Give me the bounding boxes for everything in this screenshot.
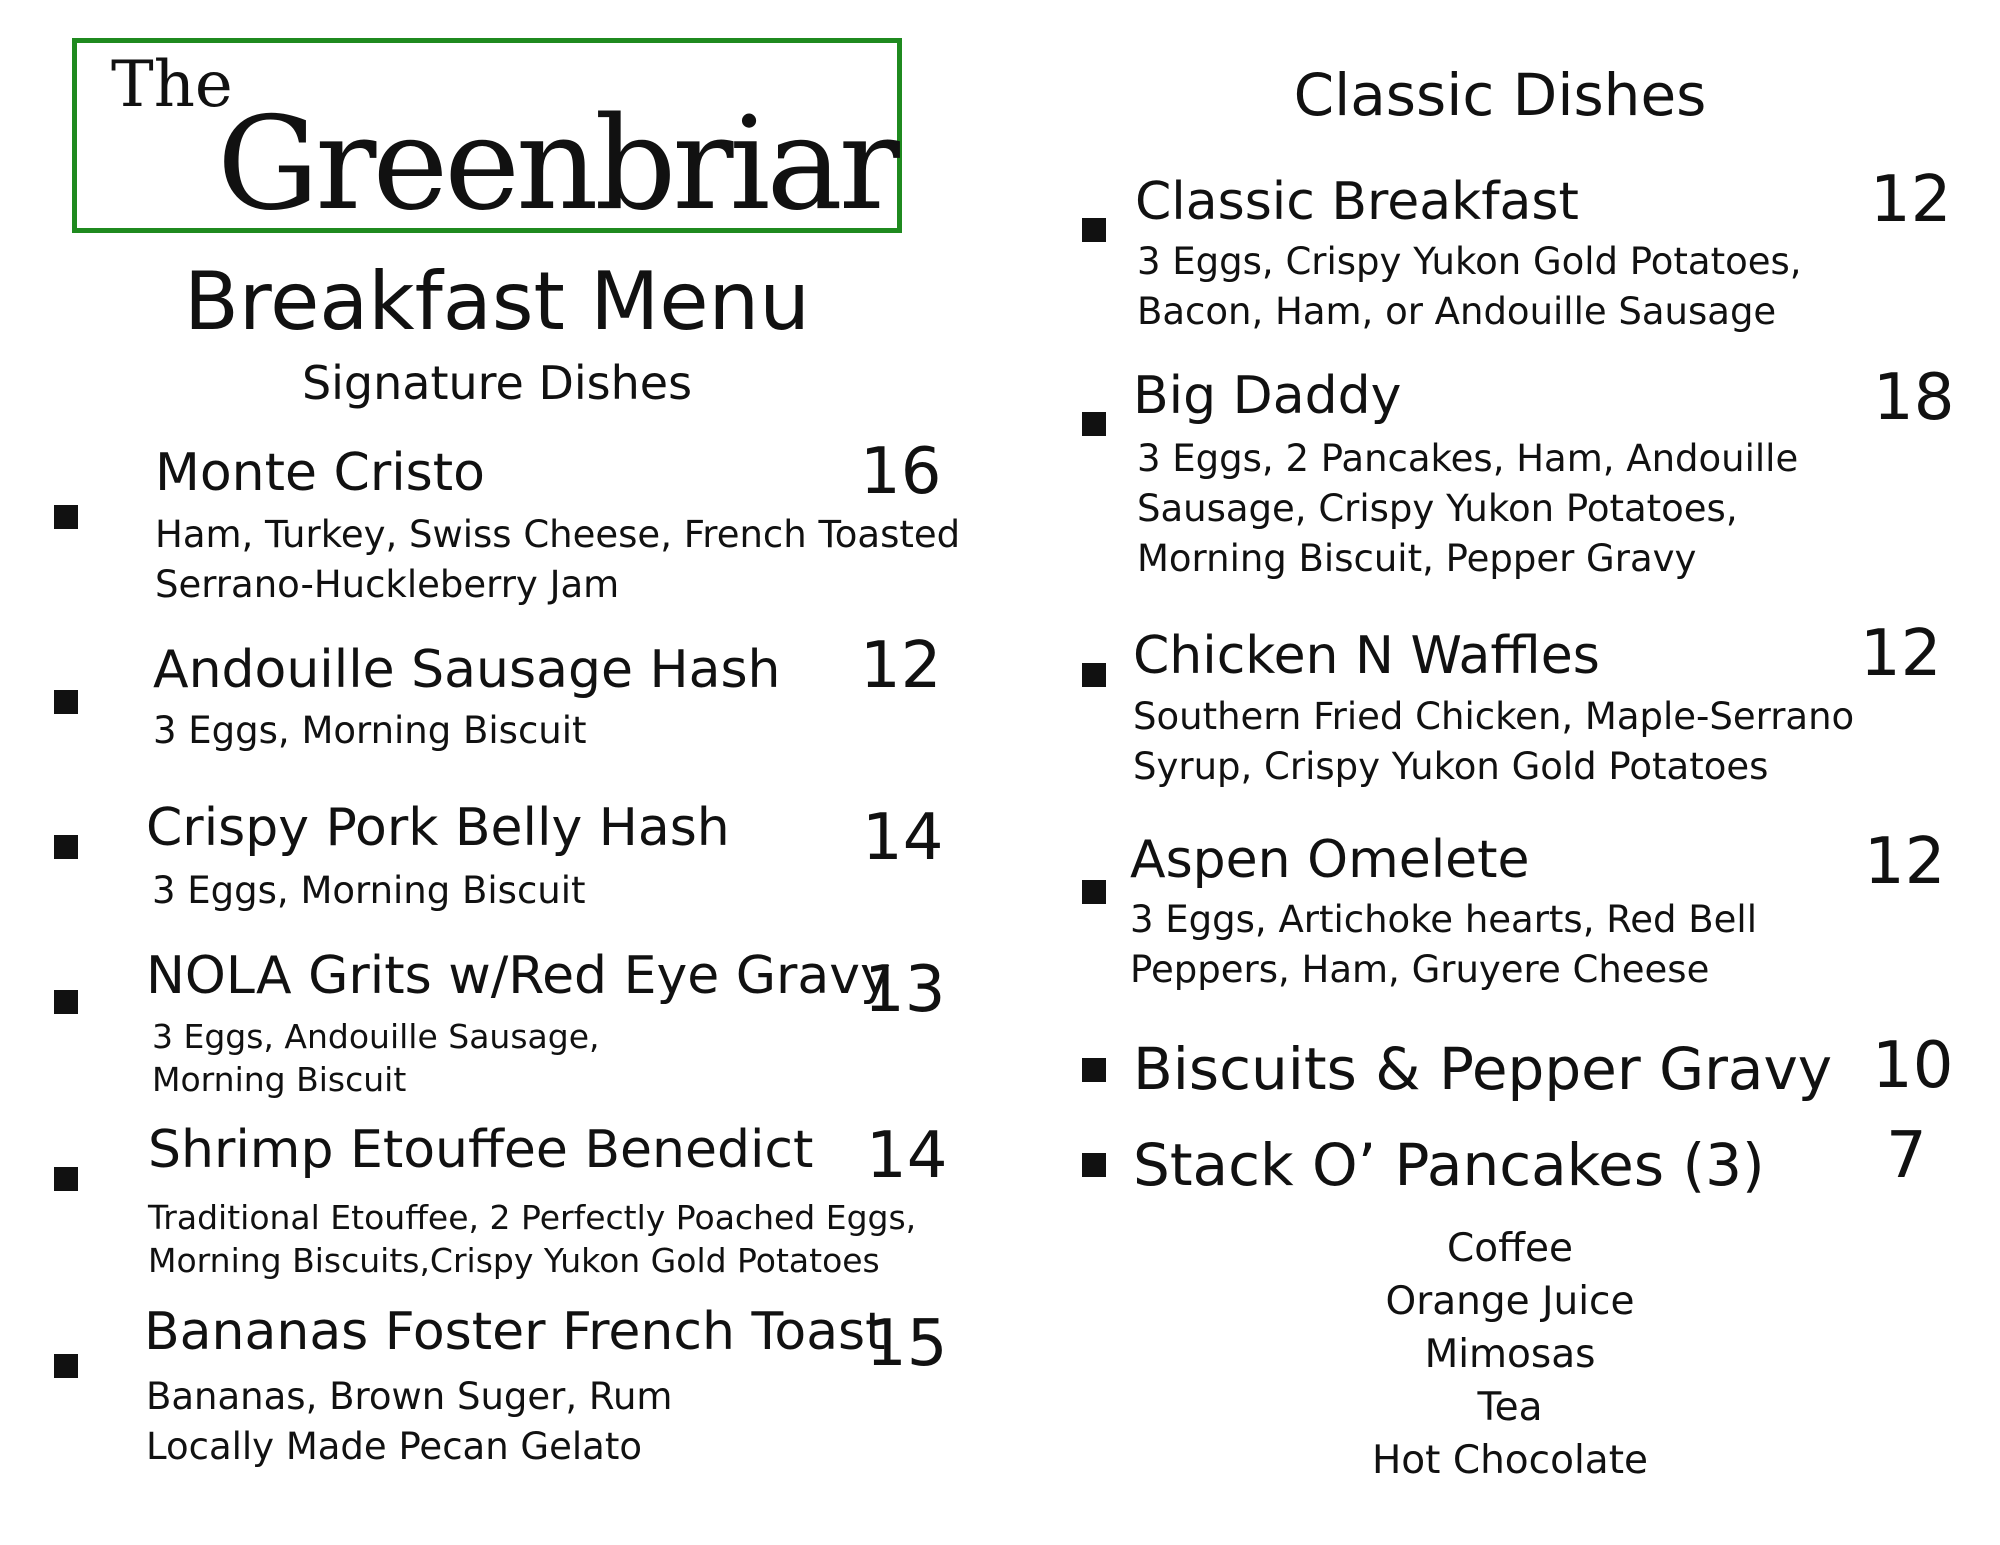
drink-item: Orange Juice xyxy=(1385,1279,1635,1324)
item-description: 3 Eggs, Morning Biscuit xyxy=(152,869,586,912)
bullet-icon xyxy=(54,835,78,859)
drink-item: Mimosas xyxy=(1424,1332,1596,1377)
item-description: Traditional Etouffee, 2 Perfectly Poached Eggs, Morning Biscuits,Crispy Yukon Gold Potatoes xyxy=(148,1198,917,1280)
item-description: 3 Eggs, Artichoke hearts, Red Bell Peppers, Ham, Gruyere Cheese xyxy=(1130,898,1757,991)
logo-name: Greenbriar xyxy=(217,90,896,239)
item-description: 3 Eggs, 2 Pancakes, Ham, Andouille Sausage, Crispy Yukon Potatoes, Morning Biscuit, Pepper Gravy xyxy=(1137,437,1799,580)
item-name: Biscuits & Pepper Gravy xyxy=(1133,1035,1833,1103)
bullet-icon xyxy=(54,990,78,1014)
bullet-icon xyxy=(1082,412,1106,436)
item-name: Stack O’ Pancakes (3) xyxy=(1133,1131,1765,1199)
drinks-list xyxy=(1260,1222,1760,1487)
logo xyxy=(72,38,902,239)
item-description: Bananas, Brown Suger, Rum Locally Made Pecan Gelato xyxy=(146,1375,673,1468)
item-price: 14 xyxy=(866,1119,948,1193)
item-description: Ham, Turkey, Swiss Cheese, French Toasted Serrano-Huckleberry Jam xyxy=(155,513,961,606)
item-price: 14 xyxy=(862,801,944,875)
bullet-icon xyxy=(54,505,78,529)
item-price: 12 xyxy=(1870,163,1952,237)
bullet-icon xyxy=(1082,1058,1106,1082)
item-description: Southern Fried Chicken, Maple-Serrano Syrup, Crispy Yukon Gold Potatoes xyxy=(1133,695,1855,788)
menu-title: Breakfast Menu xyxy=(184,255,810,348)
item-price: 12 xyxy=(860,629,942,703)
item-price: 7 xyxy=(1886,1119,1927,1193)
item-description: 3 Eggs, Morning Biscuit xyxy=(153,709,587,752)
bullet-icon xyxy=(54,1167,78,1191)
drink-item: Tea xyxy=(1477,1385,1543,1430)
item-name: Monte Cristo xyxy=(155,443,485,503)
item-name: Big Daddy xyxy=(1133,366,1402,426)
bullet-icon xyxy=(54,1354,78,1378)
bullet-icon xyxy=(1082,663,1106,687)
item-description: 3 Eggs, Andouille Sausage, Morning Biscuit xyxy=(152,1017,600,1099)
drink-item: Coffee xyxy=(1447,1226,1573,1271)
item-price: 12 xyxy=(1864,825,1946,899)
item-price: 13 xyxy=(864,953,946,1027)
bullet-icon xyxy=(1082,1153,1106,1177)
signature-section-title: Signature Dishes xyxy=(301,356,693,410)
drink-item: Hot Chocolate xyxy=(1371,1438,1648,1483)
item-price: 15 xyxy=(866,1307,948,1381)
item-price: 12 xyxy=(1860,617,1942,691)
item-price: 16 xyxy=(860,435,942,509)
bullet-icon xyxy=(1082,880,1106,904)
item-name: Andouille Sausage Hash xyxy=(153,640,781,700)
logo-the: The xyxy=(111,48,233,122)
item-price: 10 xyxy=(1872,1029,1954,1103)
item-name: NOLA Grits w/Red Eye Gravy xyxy=(146,946,891,1006)
bullet-icon xyxy=(54,690,78,714)
item-name: Bananas Foster French Toast xyxy=(144,1302,886,1362)
item-name: Aspen Omelete xyxy=(1130,830,1530,890)
item-name: Crispy Pork Belly Hash xyxy=(146,798,730,858)
item-name: Chicken N Waffles xyxy=(1133,626,1600,686)
item-name: Shrimp Etouffee Benedict xyxy=(148,1120,814,1180)
item-name: Classic Breakfast xyxy=(1135,172,1579,232)
item-description: 3 Eggs, Crispy Yukon Gold Potatoes, Bacon, Ham, or Andouille Sausage xyxy=(1137,240,1802,333)
bullet-icon xyxy=(1082,218,1106,242)
item-price: 18 xyxy=(1873,361,1955,435)
classic-section-title: Classic Dishes xyxy=(1293,61,1707,129)
